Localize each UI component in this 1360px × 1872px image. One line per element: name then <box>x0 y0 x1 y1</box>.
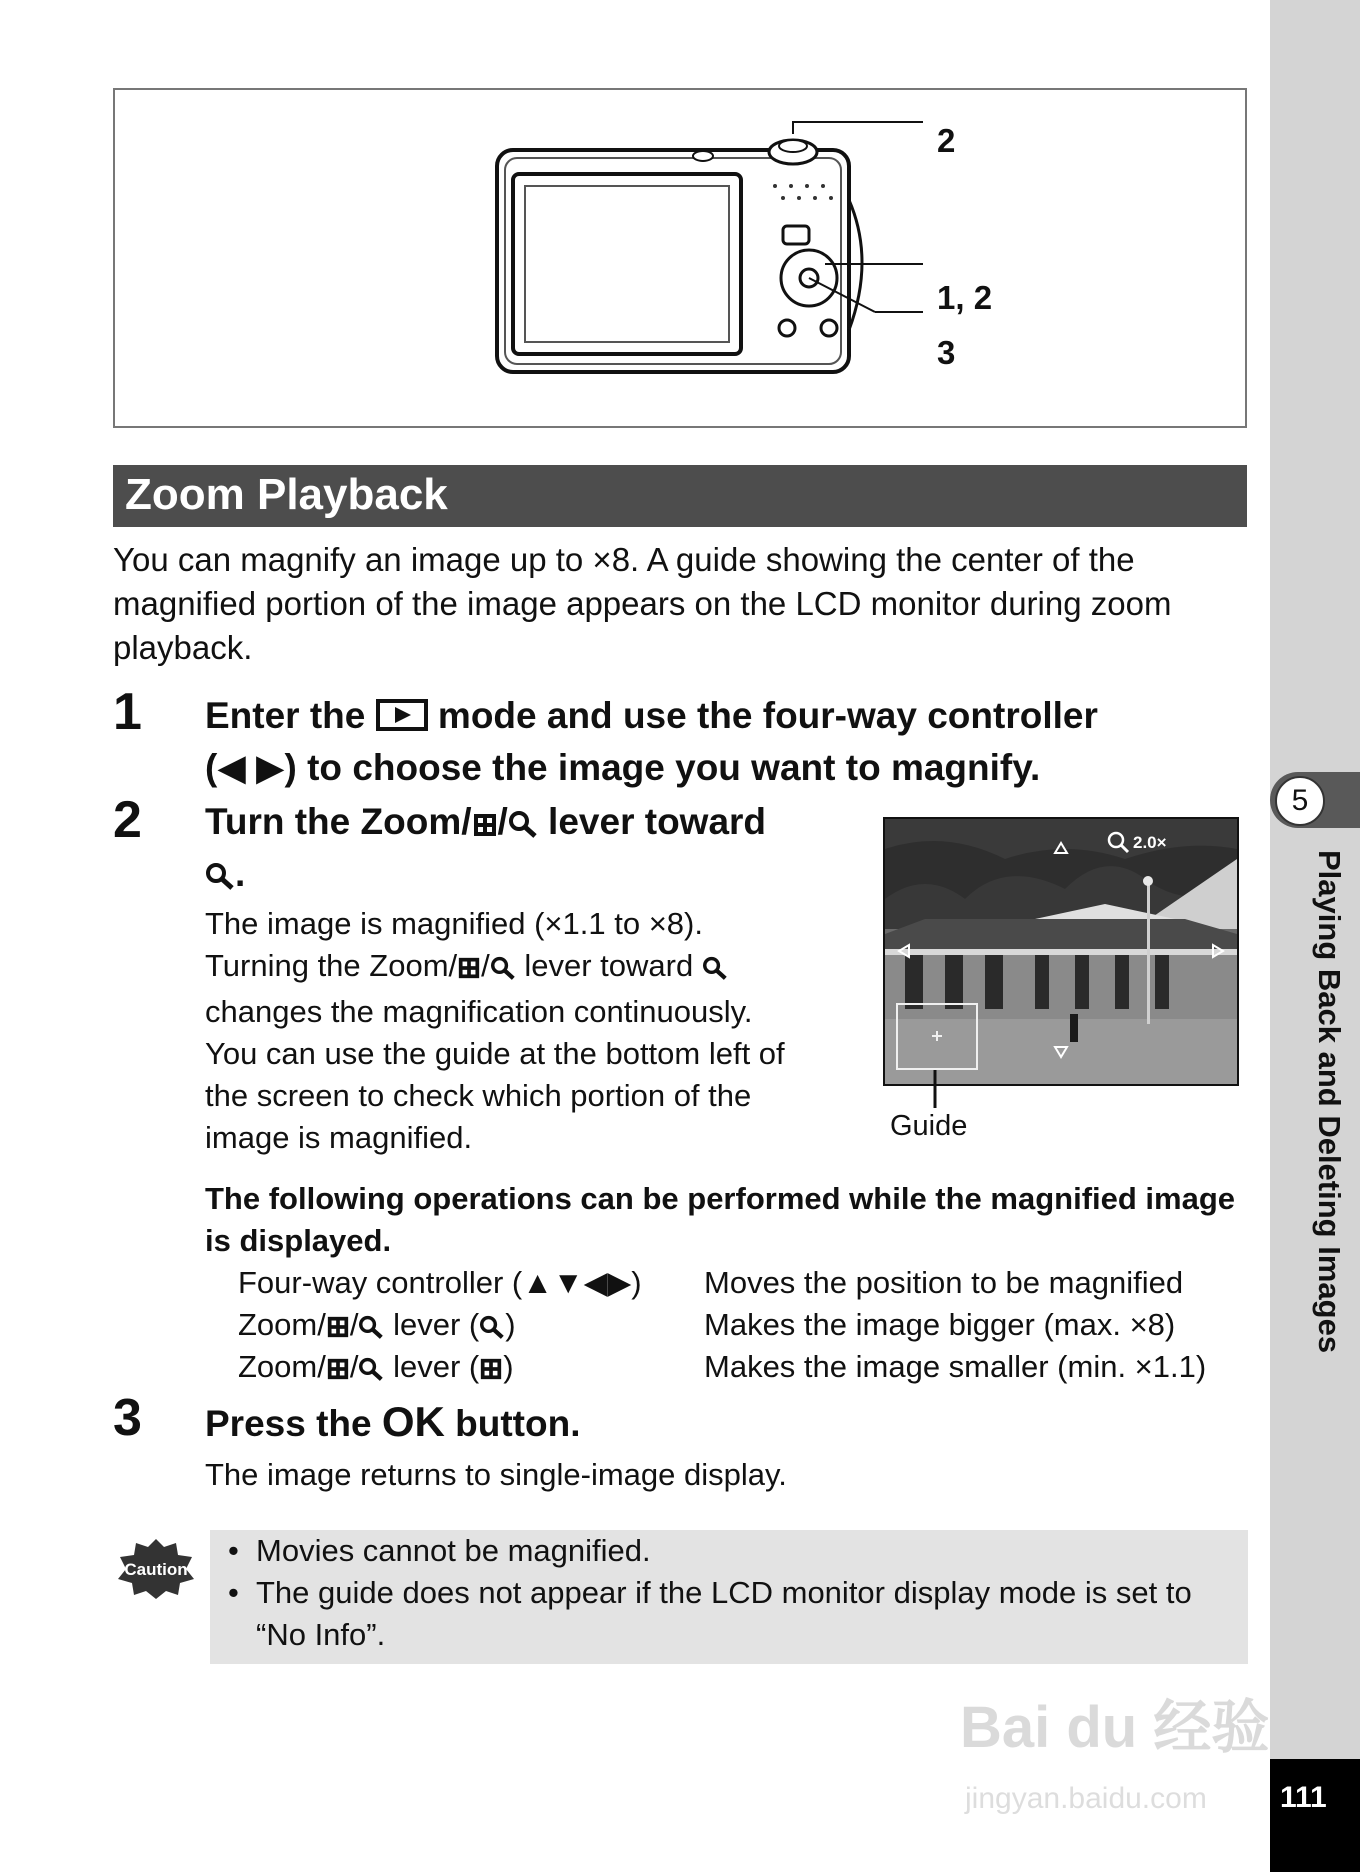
callout-2: 2 <box>937 122 956 159</box>
thumbnail-grid-icon <box>326 1350 350 1392</box>
magnify-icon <box>508 802 538 850</box>
intro-paragraph: You can magnify an image up to ×8. A guide showing the center of the magnified portion of the image appears on the LCD monitor during zoom playback. <box>113 541 1172 666</box>
caution-badge-icon <box>114 1537 198 1601</box>
watermark-logo: Bai du 经验 <box>960 1695 1270 1760</box>
lcd-zoom-preview <box>883 817 1239 1086</box>
operation-action: Makes the image bigger (max. ×8) <box>704 1307 1176 1342</box>
step-2-heading: Turn the Zoom/ / lever toward . <box>205 798 865 902</box>
zoomed-photo <box>885 819 1237 1084</box>
callout-3: 3 <box>937 334 956 371</box>
magnify-icon <box>479 1308 505 1350</box>
caution-item: • Movies cannot be magnified. <box>228 1533 651 1568</box>
playback-button-icon <box>783 226 809 244</box>
callout-1-2: 1, 2 <box>937 279 993 316</box>
step-2-body: The image is magnified (×1.1 to ×8). Turning the Zoom/ / lever toward changes the magnification continuously. You can use the guide at the bottom left of the screen to check which portion of the image is magnified. <box>205 906 785 1155</box>
magnify-icon <box>702 949 728 991</box>
section-title: Zoom Playback <box>113 465 1247 527</box>
chapter-title: Playing Back and Deleting Images <box>1312 850 1347 1354</box>
magnify-icon <box>205 854 235 902</box>
playback-mode-icon <box>376 696 428 744</box>
thumbnail-grid-icon <box>326 1308 350 1350</box>
watermark-url: jingyan.baidu.com <box>965 1782 1207 1815</box>
operation-control: Zoom/ / lever ( ) <box>238 1346 514 1392</box>
step-3-number: 3 <box>113 1389 142 1447</box>
ok-label: OK <box>381 1398 445 1445</box>
step-3-heading: Press the OK button. <box>205 1398 581 1445</box>
zoom-readout: 2.0× <box>1133 833 1167 852</box>
caution-item: • The guide does not appear if the LCD monitor display mode is set to “No Info”. <box>228 1575 1192 1652</box>
step-1-heading: Enter the mode and use the four-way controller (◀ ▶) to choose the image you want to magnify. <box>205 695 1098 788</box>
step-2-number: 2 <box>113 791 142 849</box>
operation-control: Four-way controller (▲▼◀▶) <box>238 1265 642 1300</box>
thumbnail-grid-icon <box>472 802 498 850</box>
thumbnail-grid-icon <box>457 949 481 991</box>
guide-leader-line <box>930 1070 940 1112</box>
operations-title: The following operations can be performed while the magnified image is displayed. <box>205 1181 1236 1258</box>
step-1-number: 1 <box>113 683 142 741</box>
caution-badge-label: Caution <box>124 1560 188 1579</box>
thumbnail-grid-icon <box>479 1350 503 1392</box>
step-3-body: The image returns to single-image display. <box>205 1457 787 1492</box>
magnify-icon <box>358 1308 384 1350</box>
page-number: 111 <box>1270 1759 1360 1872</box>
operation-action: Makes the image smaller (min. ×1.1) <box>704 1349 1207 1384</box>
operation-action: Moves the position to be magnified <box>704 1265 1184 1300</box>
magnify-icon <box>358 1350 384 1392</box>
camera-figure <box>113 88 1247 428</box>
chapter-number: 5 <box>1275 776 1325 826</box>
guide-label: Guide <box>890 1110 968 1142</box>
operation-control: Zoom/ / lever ( ) <box>238 1304 516 1350</box>
magnify-icon <box>490 949 516 991</box>
camera-illustration <box>115 90 1245 426</box>
